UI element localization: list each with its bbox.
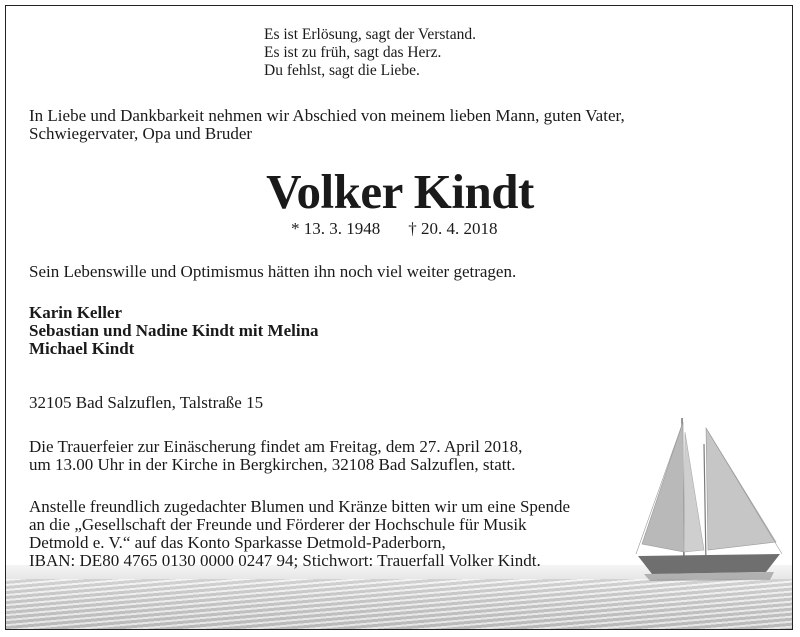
donation-line: IBAN: DE80 4765 0130 0000 0247 94; Stichwort: Trauerfall Volker Kindt. [29, 551, 541, 570]
intro-line: Schwiegervater, Opa und Bruder [29, 124, 253, 143]
funeral-notice [29, 438, 522, 474]
life-statement: Sein Lebenswille und Optimismus hätten ihn noch viel weiter getragen. [29, 262, 517, 281]
donation-notice [29, 498, 570, 570]
funeral-line: Die Trauerfeier zur Einäscherung findet am Freitag, dem 27. April 2018, [29, 437, 523, 456]
birth-date: * 13. 3. 1948 [291, 219, 381, 238]
death-date: † 20. 4. 2018 [408, 219, 498, 238]
donation-line: an die „Gesellschaft der Freunde und Förderer der Hochschule für Musik [29, 515, 527, 534]
donation-line: Detmold e. V.“ auf das Konto Sparkasse Detmold-Paderborn, [29, 533, 446, 552]
mourner-name: Karin Keller [29, 303, 123, 322]
deceased-name: Volker Kindt [266, 164, 534, 219]
intro-line: In Liebe und Dankbarkeit nehmen wir Abschied von meinem lieben Mann, guten Vater, [29, 106, 625, 125]
poem [264, 26, 476, 80]
sailboat-icon [634, 414, 784, 589]
address: 32105 Bad Salzuflen, Talstraße 15 [29, 393, 264, 412]
poem-line: Es ist Erlösung, sagt der Verstand. [264, 26, 476, 43]
donation-line: Anstelle freundlich zugedachter Blumen und Kränze bitten wir um eine Spende [29, 497, 570, 516]
poem-line: Es ist zu früh, sagt das Herz. [264, 44, 442, 61]
mourners-list [29, 304, 319, 358]
intro-text [29, 107, 625, 143]
mourner-name: Michael Kindt [29, 339, 135, 358]
mourner-name: Sebastian und Nadine Kindt mit Melina [29, 321, 319, 340]
obituary-card [5, 5, 793, 630]
poem-line: Du fehlst, sagt die Liebe. [264, 62, 420, 79]
funeral-line: um 13.00 Uhr in der Kirche in Bergkirchen, 32108 Bad Salzuflen, statt. [29, 455, 516, 474]
life-dates [291, 220, 498, 238]
